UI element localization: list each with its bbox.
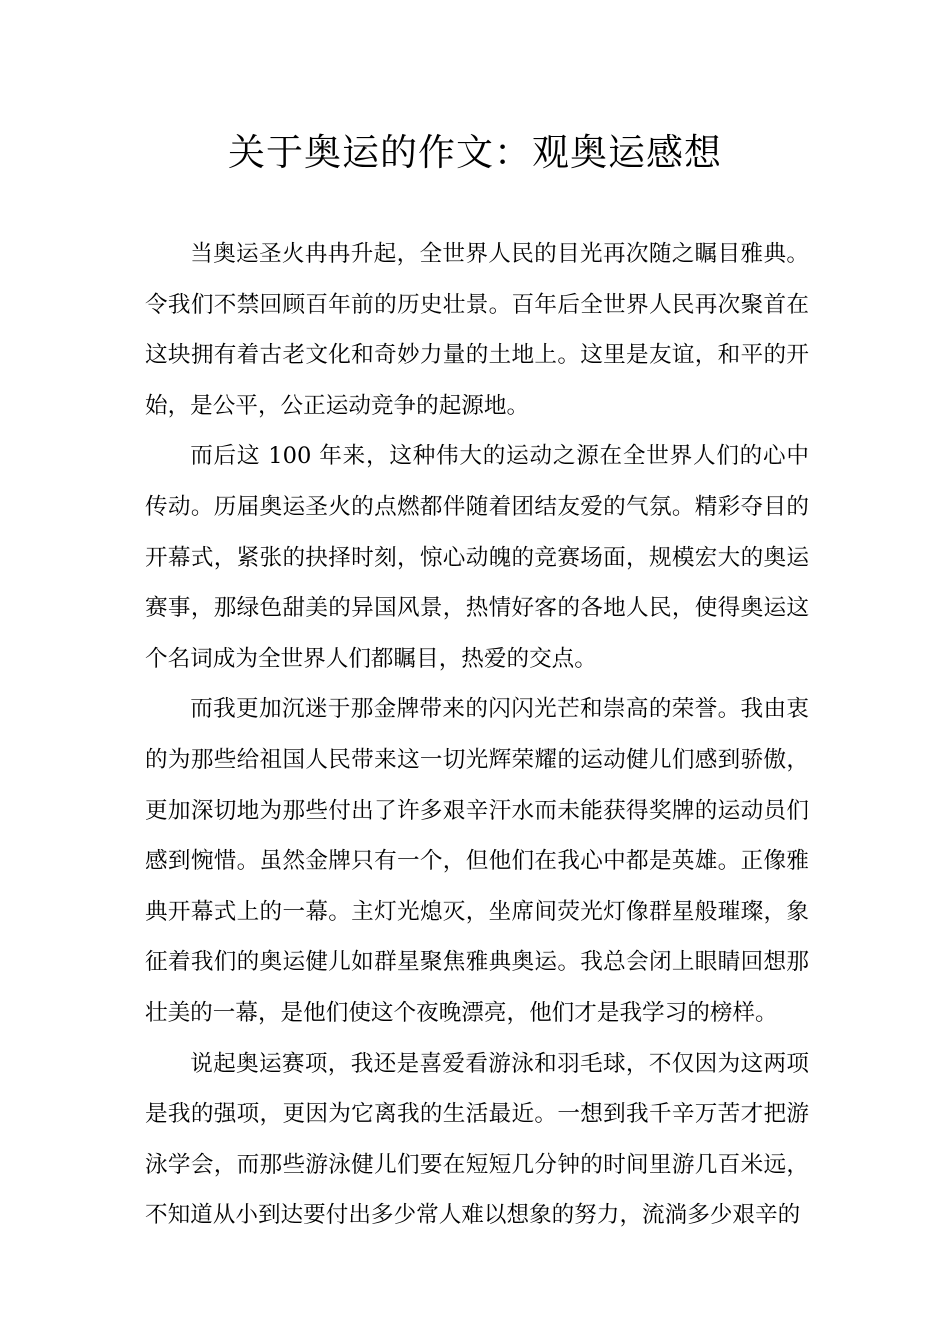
paragraph: 而后这 100 年来，这种伟大的运动之源在全世界人们的心中传动。历届奥运圣火的点燃都伴随着团结友爱的气氛。精彩夺目的开幕式，紧张的抉择时刻，惊心动魄的竞赛场面，规模宏大的奥运赛事，那绿色甜美的异国风景，热情好客的各地人民，使得奥运这个名词成为全世界人们都瞩目，热爱的交点。: [145, 443, 809, 672]
paragraph: 当奥运圣火冉冉升起，全世界人民的目光再次随之瞩目雅典。令我们不禁回顾百年前的历史壮景。百年后全世界人民再次聚首在这块拥有着古老文化和奇妙力量的土地上。这里是友谊，和平的开始，是公平，公正运动竞争的起源地。: [145, 241, 809, 419]
paragraph: 说起奥运赛项，我还是喜爱看游泳和羽毛球，不仅因为这两项是我的强项，更因为它离我的生活最近。一想到我千辛万苦才把游泳学会，而那些游泳健儿们要在短短几分钟的时间里游几百米远，不知道从小到达要付出多少常人难以想象的努力，流淌多少艰辛的: [145, 1050, 809, 1229]
paragraph: 而我更加沉迷于那金牌带来的闪闪光芒和崇高的荣誉。我由衷的为那些给祖国人民带来这一切光辉荣耀的运动健儿们感到骄傲，更加深切地为那些付出了许多艰辛汗水而未能获得奖牌的运动员们感到惋惜。虽然金牌只有一个，但他们在我心中都是英雄。正像雅典开幕式上的一幕。主灯光熄灭，坐席间荧光灯像群星般璀璨，象征着我们的奥运健儿如群星聚焦雅典奥运。我总会闭上眼睛回想那壮美的一幕，是他们使这个夜晚漂亮，他们才是我学习的榜样。: [145, 696, 809, 1026]
document-body: [145, 229, 809, 1241]
document-title: 关于奥运的作文：观奥运感想: [228, 131, 722, 174]
